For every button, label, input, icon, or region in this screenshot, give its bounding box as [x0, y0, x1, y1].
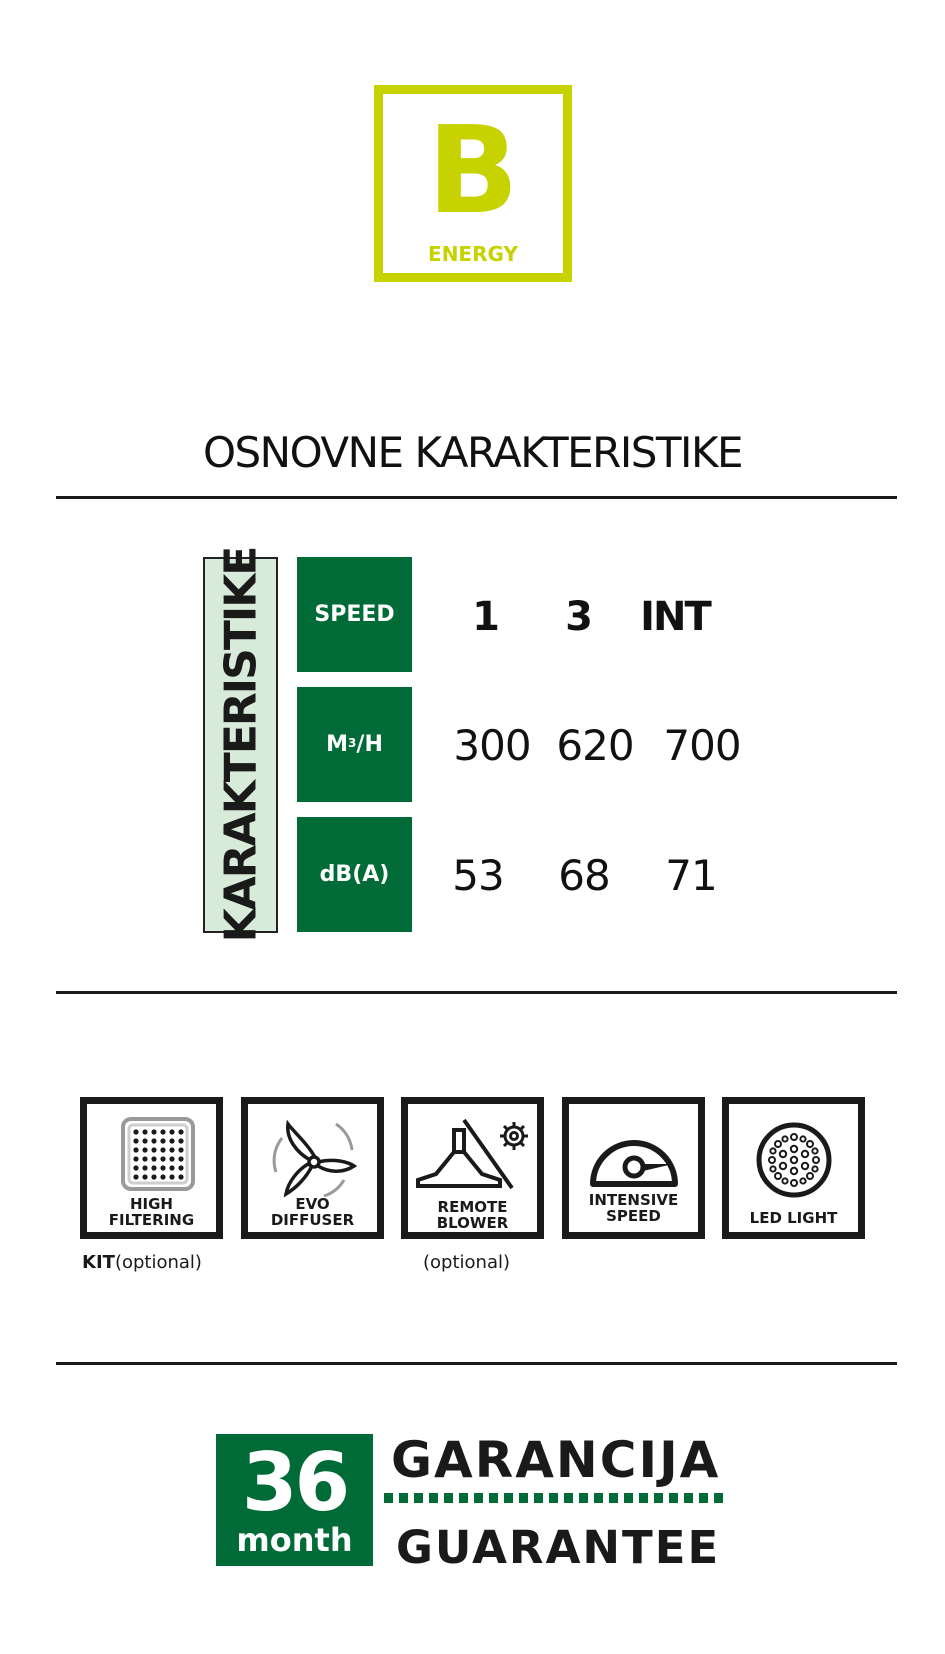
feature-label-intensive-speed: INTENSIVE SPEED: [588, 1191, 679, 1225]
divider-middle: [56, 991, 897, 994]
divider-bottom: [56, 1362, 897, 1365]
feature-high-filtering: [80, 1097, 223, 1239]
feature-remote-blower: [401, 1097, 544, 1239]
feature-intensive-speed: [562, 1097, 705, 1239]
vertical-label-text: KARAKTERISTIKE: [215, 547, 266, 943]
noise-speed-int: 71: [665, 851, 717, 900]
feature-label-remote-blower: REMOTE BLOWER: [436, 1198, 509, 1232]
section-title: OSNOVNE KARAKTERISTIKE: [202, 428, 743, 477]
guarantee-title-english: GUARANTEE: [396, 1521, 721, 1574]
feature-label-high-filtering: HIGH FILTERING: [108, 1195, 195, 1229]
energy-class-letter: B: [427, 102, 519, 241]
energy-class-badge: [374, 85, 572, 282]
energy-label: ENERGY: [428, 242, 518, 266]
airflow-unit-sup: 3: [348, 735, 357, 750]
guarantee-title-local: GARANCIJA: [391, 1431, 721, 1489]
feature-label-evo-diffuser: EVO DIFFUSER: [270, 1195, 355, 1229]
airflow-unit-main: M: [326, 732, 349, 757]
kit-optional-note: [82, 1252, 202, 1273]
guarantee-number: 36: [241, 1436, 348, 1529]
guarantee-unit: month: [236, 1521, 353, 1559]
kit-note-bold: KIT: [82, 1252, 115, 1273]
feature-label-led-light: LED LIGHT: [749, 1209, 838, 1227]
airflow-speed-3: 620: [556, 721, 634, 770]
noise-speed-1: 53: [452, 851, 504, 900]
row-label-noise: dB(A): [297, 817, 412, 932]
row-label-airflow: [297, 687, 412, 802]
divider-top: [56, 496, 897, 499]
feature-led-light: [722, 1097, 865, 1239]
airflow-speed-int: 700: [663, 721, 741, 770]
airflow-unit-rest: /H: [356, 732, 383, 757]
speed-int: INT: [640, 594, 710, 640]
noise-speed-3: 68: [558, 851, 610, 900]
speed-1: 1: [472, 594, 498, 640]
guarantee-duration-box: [216, 1434, 373, 1566]
airflow-speed-1: 300: [453, 721, 531, 770]
speed-3: 3: [565, 594, 591, 640]
row-label-speed: SPEED: [297, 557, 412, 672]
guarantee-dotted-separator: [384, 1493, 729, 1503]
remote-optional-note: (optional): [423, 1252, 510, 1273]
kit-note-rest: (optional): [114, 1252, 202, 1273]
characteristics-vertical-label: [203, 547, 278, 943]
feature-evo-diffuser: [241, 1097, 384, 1239]
